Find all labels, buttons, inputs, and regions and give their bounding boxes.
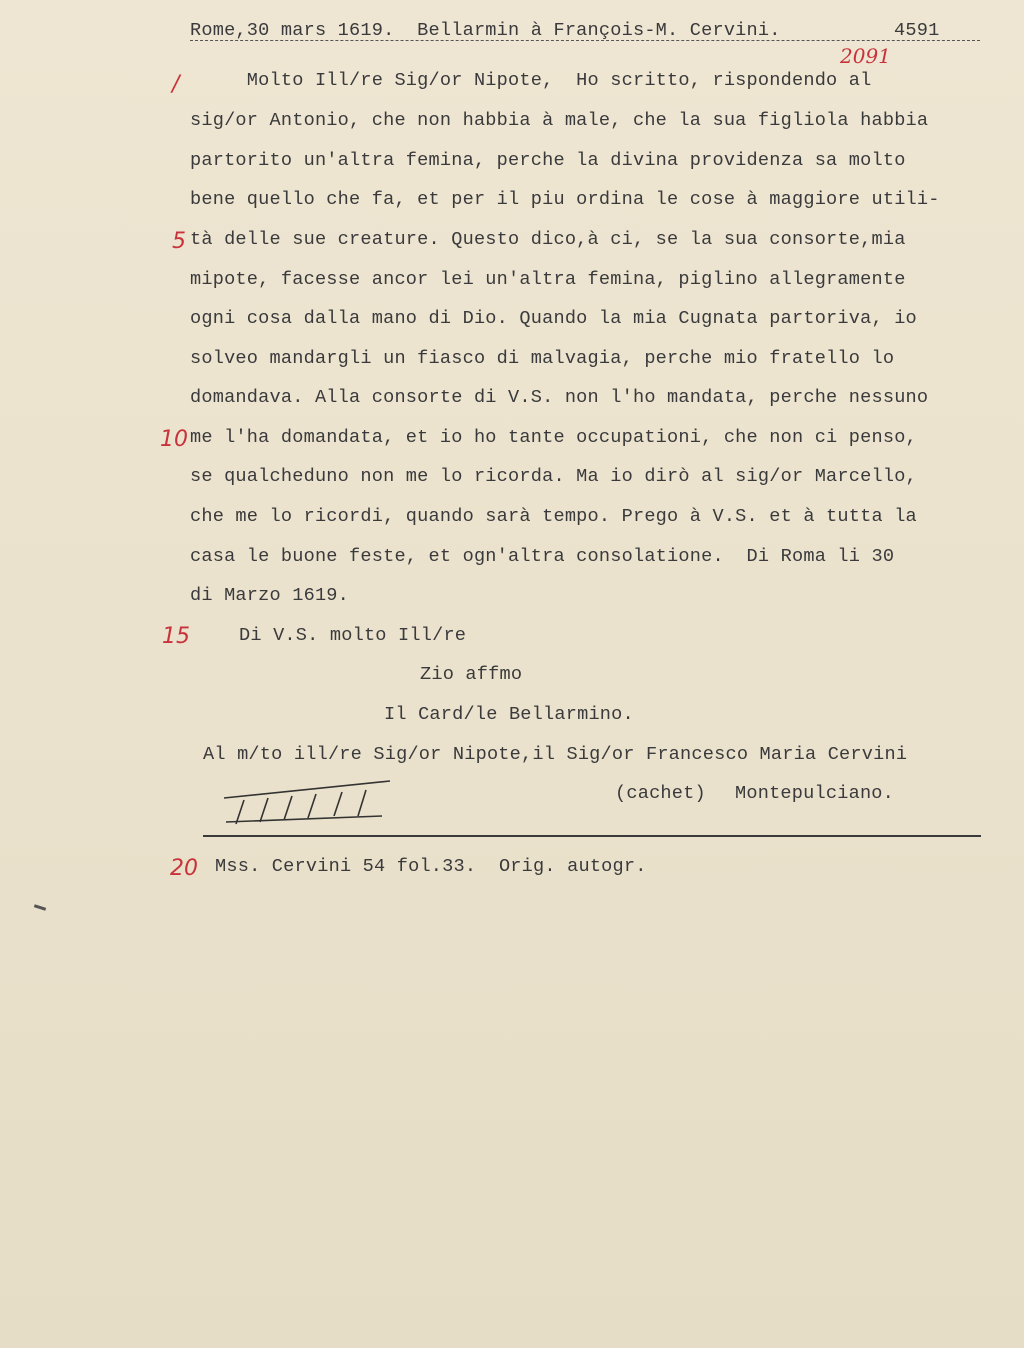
signature: Il Card/le Bellarmino. [384, 704, 634, 725]
seal-note: (cachet) [615, 783, 706, 804]
line-marker-20: 20 [170, 856, 198, 881]
line-marker-5: 5 [172, 229, 186, 254]
body-line: solveo mandargli un fiasco di malvagia, perche mio fratello lo [190, 348, 895, 369]
body-line: sig/or Antonio, che non habbia à male, che la sua figliola habbia [190, 110, 929, 131]
folio-mark: 2091 [840, 44, 891, 68]
paper-speck [34, 904, 46, 911]
body-line: partorito un'altra femina, perche la divina providenza sa molto [190, 150, 906, 171]
line-marker-10: 10 [160, 427, 188, 452]
page-number: 4591 [894, 20, 940, 41]
closing-salutation: Di V.S. molto Ill/re [239, 625, 467, 646]
header-underline [190, 40, 980, 41]
address-place: Montepulciano. [735, 783, 895, 804]
hatch-mark [222, 778, 392, 828]
closing-relation: Zio affmo [420, 664, 523, 685]
line-marker-1: / [172, 72, 180, 97]
body-line: mipote, facesse ancor lei un'altra femina, piglino allegramente [190, 269, 906, 290]
header-title: Rome,30 mars 1619. Bellarmin à François-M. Cervini. [190, 20, 781, 41]
body-line: casa le buone feste, et ogn'altra consolatione. Di Roma li 30 [190, 546, 895, 567]
line-marker-15: 15 [162, 624, 190, 649]
body-line: che me lo ricordi, quando sarà tempo. Prego à V.S. et à tutta la [190, 506, 917, 527]
body-line: ogni cosa dalla mano di Dio. Quando la mia Cugnata partoriva, io [190, 308, 917, 329]
body-line: me l'ha domandata, et io ho tante occupationi, che non ci penso, [190, 427, 917, 448]
address-line: Al m/to ill/re Sig/or Nipote,il Sig/or Francesco Maria Cervini [203, 744, 908, 765]
body-line: bene quello che fa, et per il piu ordina le cose à maggiore utili- [190, 189, 940, 210]
body-line: domandava. Alla consorte di V.S. non l'ho mandata, perche nessuno [190, 387, 929, 408]
body-line: di Marzo 1619. [190, 585, 350, 606]
source-note: Mss. Cervini 54 fol.33. Orig. autogr. [215, 856, 647, 877]
body-line: tà delle sue creature. Questo dico,à ci, se la sua consorte,mia [190, 229, 906, 250]
body-line: se qualcheduno non me lo ricorda. Ma io dirò al sig/or Marcello, [190, 466, 917, 487]
separator-rule [203, 835, 981, 837]
body-line: Molto Ill/re Sig/or Nipote, Ho scritto, rispondendo al [190, 70, 872, 91]
